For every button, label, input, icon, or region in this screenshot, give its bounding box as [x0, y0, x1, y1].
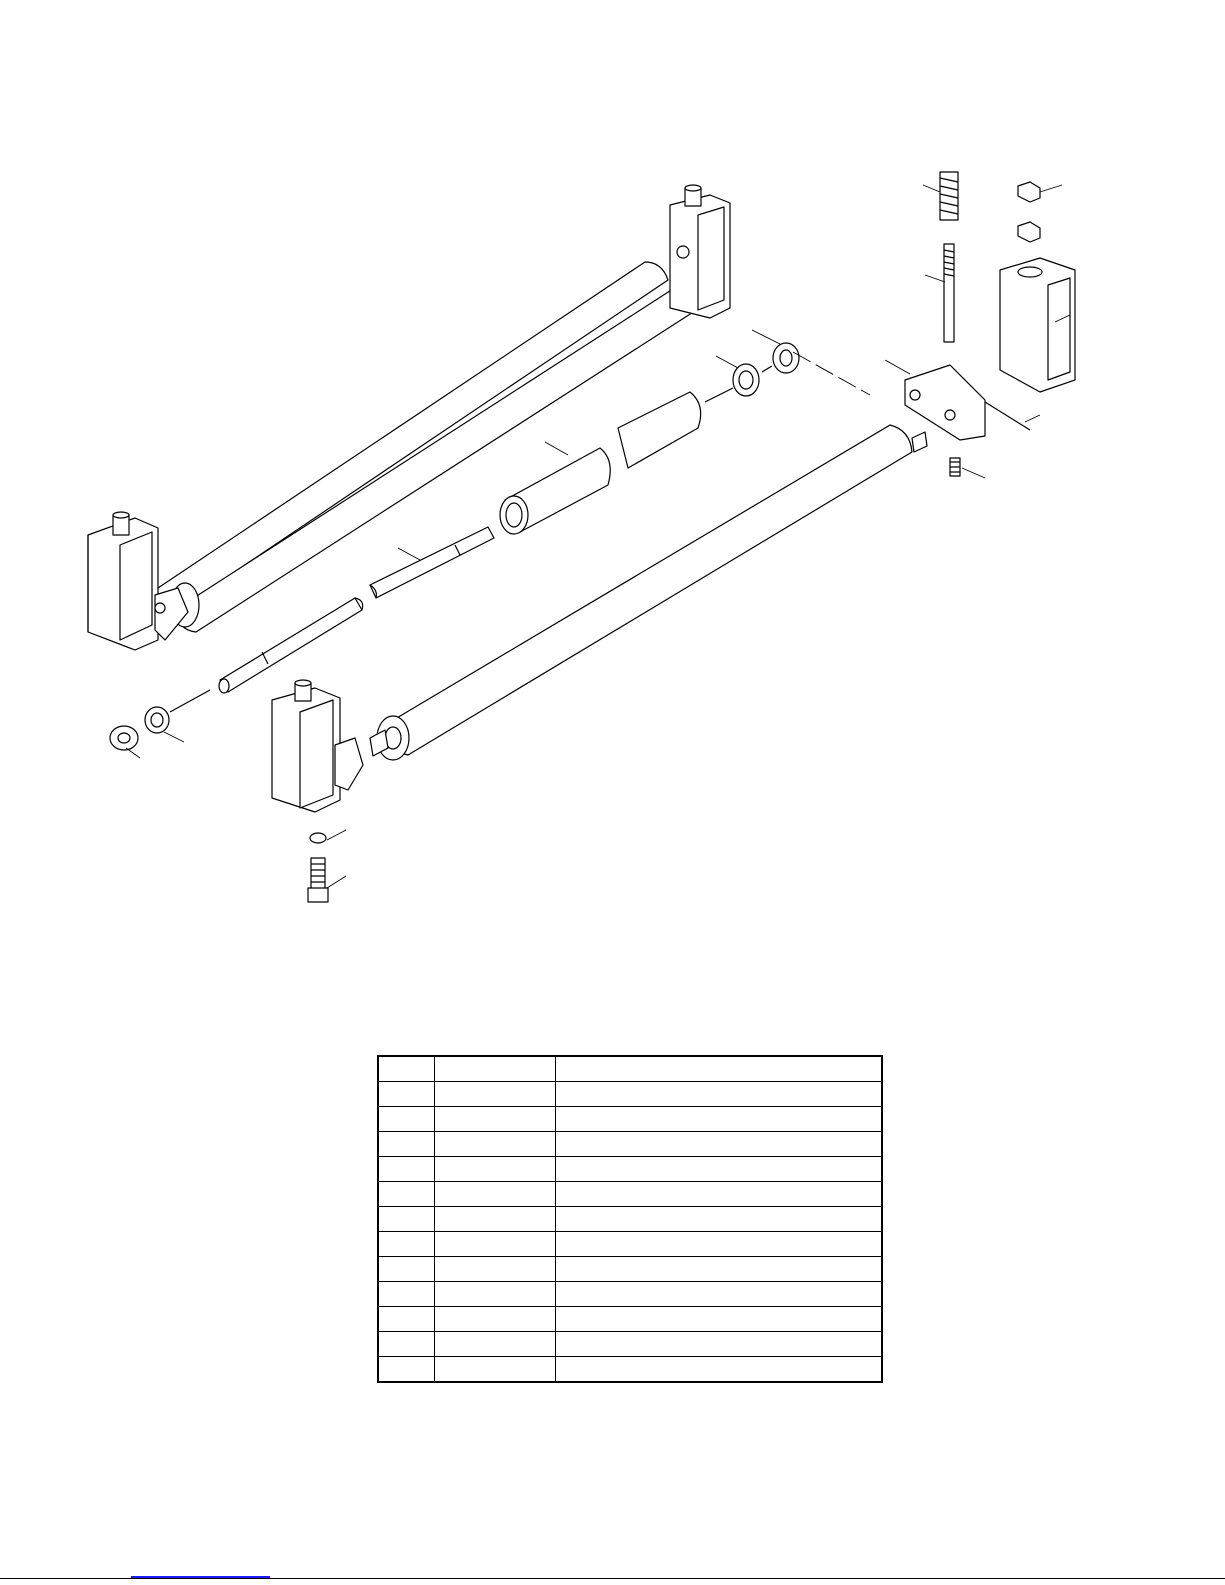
table-cell	[556, 1232, 883, 1257]
footer-rule	[0, 1578, 1225, 1579]
table-cell	[378, 1157, 435, 1182]
table-cell	[556, 1307, 883, 1332]
table-cell	[378, 1056, 435, 1082]
table-cell	[435, 1282, 556, 1307]
top-right-bearing-block	[670, 185, 730, 318]
table-cell	[556, 1357, 883, 1383]
table-cell	[435, 1107, 556, 1132]
table-row	[378, 1232, 882, 1257]
table-cell	[378, 1257, 435, 1282]
table-cell	[556, 1157, 883, 1182]
table-cell	[556, 1107, 883, 1132]
parts-list-table	[377, 1055, 883, 1383]
table-cell	[435, 1056, 556, 1082]
parts-table-body	[378, 1056, 882, 1382]
table-cell	[378, 1182, 435, 1207]
table-cell	[378, 1282, 435, 1307]
table-cell	[435, 1132, 556, 1157]
table-row	[378, 1207, 882, 1232]
table-cell	[556, 1056, 883, 1082]
table-cell	[435, 1082, 556, 1107]
table-cell	[435, 1257, 556, 1282]
table-row	[378, 1332, 882, 1357]
table-row	[378, 1307, 882, 1332]
table-row	[378, 1082, 882, 1107]
table-row	[378, 1257, 882, 1282]
table-cell	[378, 1232, 435, 1257]
footer-link[interactable]	[131, 1576, 270, 1578]
table-cell	[435, 1182, 556, 1207]
right-bearings	[705, 343, 799, 402]
table-cell	[435, 1232, 556, 1257]
table-cell	[435, 1357, 556, 1383]
table-cell	[556, 1207, 883, 1232]
table-cell	[556, 1332, 883, 1357]
table-row	[378, 1282, 882, 1307]
table-cell	[435, 1307, 556, 1332]
table-row	[378, 1056, 882, 1082]
table-row	[378, 1357, 882, 1383]
table-cell	[556, 1182, 883, 1207]
table-cell	[378, 1107, 435, 1132]
table-cell	[378, 1332, 435, 1357]
table-row	[378, 1157, 882, 1182]
table-cell	[556, 1132, 883, 1157]
bottom-screw	[308, 833, 328, 902]
table-cell	[378, 1207, 435, 1232]
table-row	[378, 1107, 882, 1132]
right-assembly	[905, 172, 1075, 476]
table-cell	[556, 1282, 883, 1307]
table-cell	[378, 1307, 435, 1332]
lower-bearing-block	[272, 680, 363, 812]
table-cell	[556, 1082, 883, 1107]
table-cell	[435, 1332, 556, 1357]
table-cell	[378, 1357, 435, 1383]
left-washers	[110, 690, 210, 750]
table-cell	[378, 1132, 435, 1157]
table-cell	[435, 1157, 556, 1182]
table-cell	[435, 1207, 556, 1232]
table-row	[378, 1132, 882, 1157]
lower-roller	[370, 425, 927, 760]
table-cell	[556, 1257, 883, 1282]
table-row	[378, 1182, 882, 1207]
table-cell	[378, 1082, 435, 1107]
